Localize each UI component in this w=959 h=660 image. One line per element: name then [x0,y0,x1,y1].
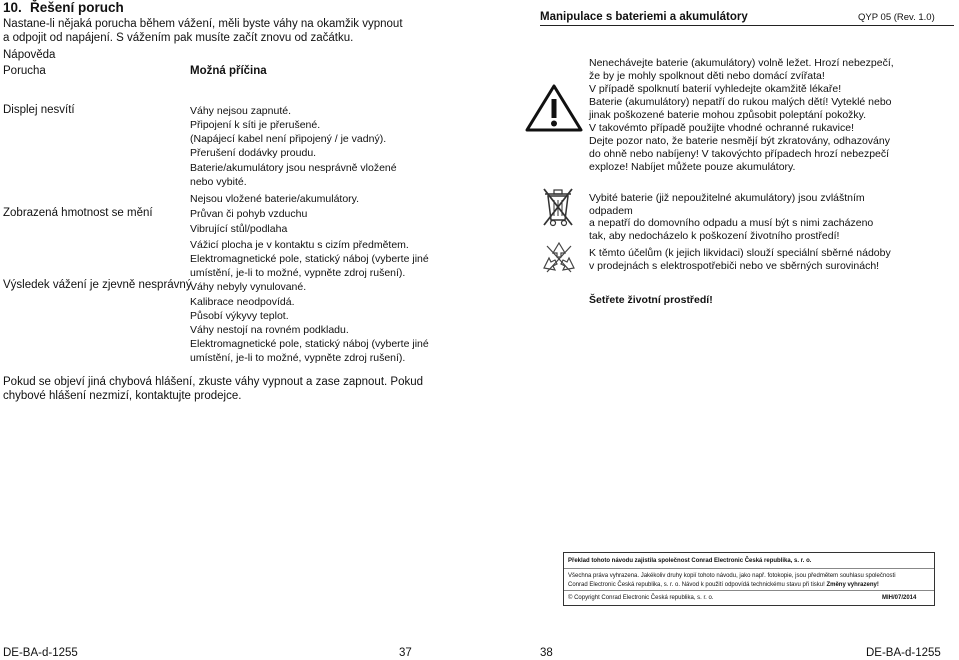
cause-line: Vibrující stůl/podlaha [190,223,288,235]
warning-triangle-icon [525,83,583,133]
disposal-line: a nepatří do domovního odpadu a musí být s nimi zacházeno [589,217,874,229]
fault-weight-changes: Zobrazená hmotnost se mění [3,207,153,219]
cause-line: Váhy nebyly vynulované. [190,281,307,293]
imprint-rights-text: Conrad Electronic Česká republika, s. r. o. Návod k použití odpovídá technickému stavu při tisku! [568,582,827,588]
collection-line: K těmto účelům (k jejich likvidaci) slouží speciální sběrné nádoby [589,247,891,259]
footer-note-line-2: chybové hlášení nezmizí, kontaktujte prodejce. [3,390,242,402]
warning-line: jinak poškozené baterie mohou způsobit poleptání pokožky. [589,109,867,121]
warning-line: Baterie (akumulátory) nepatří do rukou malých dětí! Vyteklé nebo [589,96,892,108]
cause-line: (Napájecí kabel není připojený / je vadný). [190,133,387,145]
cause-line: umístění, je-li to možné, vypněte zdroj rušení). [190,267,406,279]
cause-line: Působí výkyvy teplot. [190,310,289,322]
cause-line: Připojení k síti je přerušené. [190,119,321,131]
imprint-translation: Překlad tohoto návodu zajistila společnost Conrad Electronic Česká republika, s. r. o. [568,558,812,564]
fault-display-off: Displej nesvítí [3,104,75,116]
cause-line: Váhy nestojí na rovném podkladu. [190,324,349,336]
warning-line: že by je mohly spolknout děti nebo domácí zvířata! [589,70,825,82]
section-number: 10. [3,0,22,15]
imprint-code: MIH/07/2014 [882,595,917,601]
warning-line: Dejte pozor nato, že baterie nesmějí být zkratovány, odhazovány [589,135,890,147]
cause-line: Váhy nejsou zapnuté. [190,105,291,117]
cause-line: Vážicí plocha je v kontaktu s cizím předmětem. [190,239,409,251]
section-title: Řešení poruch [30,0,124,15]
footer-left-page: 37 [399,647,412,659]
warning-line: V případě spolknutí baterií vyhledejte okamžitě lékaře! [589,83,842,95]
intro-line-1: Nastane-li nějaká porucha během vážení, měli byste váhy na okamžik vypnout [3,18,403,30]
disposal-line: Vybité baterie (již nepoužitelné akumulátory) jsou zvláštním [589,192,865,204]
imprint-rights-2 [568,581,879,589]
footer-right-doc: DE-BA-d-1255 [866,647,941,659]
right-header-title: Manipulace s bateriemi a akumulátory [540,11,748,23]
imprint-copyright: © Copyright Conrad Electronic Česká republika, s. r. o. [568,595,714,601]
cause-line: Průvan či pohyb vzduchu [190,208,308,220]
warning-line: exploze! Nabíjet můžete pouze akumulátory. [589,161,796,173]
cause-line: umístění, je-li to možné, vypněte zdroj rušení). [190,352,406,364]
disposal-line: odpadem [589,205,633,217]
environment-slogan: Šetřete životní prostředí! [589,294,713,306]
imprint-box [563,552,935,606]
cause-line: Elektromagnetické pole, statický náboj (vyberte jiné [190,338,429,350]
cause-line: Kalibrace neodpovídá. [190,296,295,308]
footer-note-line-1: Pokud se objeví jiná chybová hlášení, zkuste váhy vypnout a zase zapnout. Pokud [3,376,424,388]
cause-line: Přerušení dodávky proudu. [190,147,317,159]
imprint-rights: Všechna práva vyhrazena. Jakékoliv druhy kopií tohoto návodu, jako např. fotokopie, jsou předmětem souhlasu společnosti [568,573,896,579]
warning-line: Nenechávejte baterie (akumulátory) volně ležet. Hrozí nebezpečí, [589,57,894,69]
warning-line: do ohně nebo nabíjeny! V takovýchto případech hrozí nebezpečí [589,148,890,160]
cause-line: Baterie/akumulátory jsou nesprávně vložené [190,162,397,174]
crossed-bin-icon [541,186,575,228]
cause-line: Elektromagnetické pole, statický náboj (vyberte jiné [190,253,429,265]
help-label: Nápověda [3,49,56,61]
imprint-divider [564,568,934,569]
intro-line-2: a odpojit od napájení. S vážením pak musíte začít znovu od začátku. [3,32,354,44]
cause-line: nebo vybité. [190,176,247,188]
disposal-line: tak, aby nedocházelo k poškození životního prostředí! [589,230,840,242]
recycling-icon [541,240,577,276]
footer-left-doc: DE-BA-d-1255 [3,647,78,659]
column-header-cause: Možná příčina [190,65,267,77]
footer-right-page: 38 [540,647,553,659]
right-header-code: QYP 05 (Rev. 1.0) [858,12,935,23]
fault-wrong-result: Výsledek vážení je zjevně nesprávný [3,279,192,291]
warning-line: V takovémto případě použijte vhodné ochranné rukavice! [589,122,854,134]
imprint-divider [564,590,934,591]
column-header-fault: Porucha [3,65,46,77]
cause-line: Nejsou vložené baterie/akumulátory. [190,193,360,205]
collection-line: v prodejnách s elektrospotřebiči nebo ve sběrných surovinách! [589,260,880,272]
imprint-changes: Změny vyhrazeny! [826,582,879,588]
header-rule [540,25,954,26]
